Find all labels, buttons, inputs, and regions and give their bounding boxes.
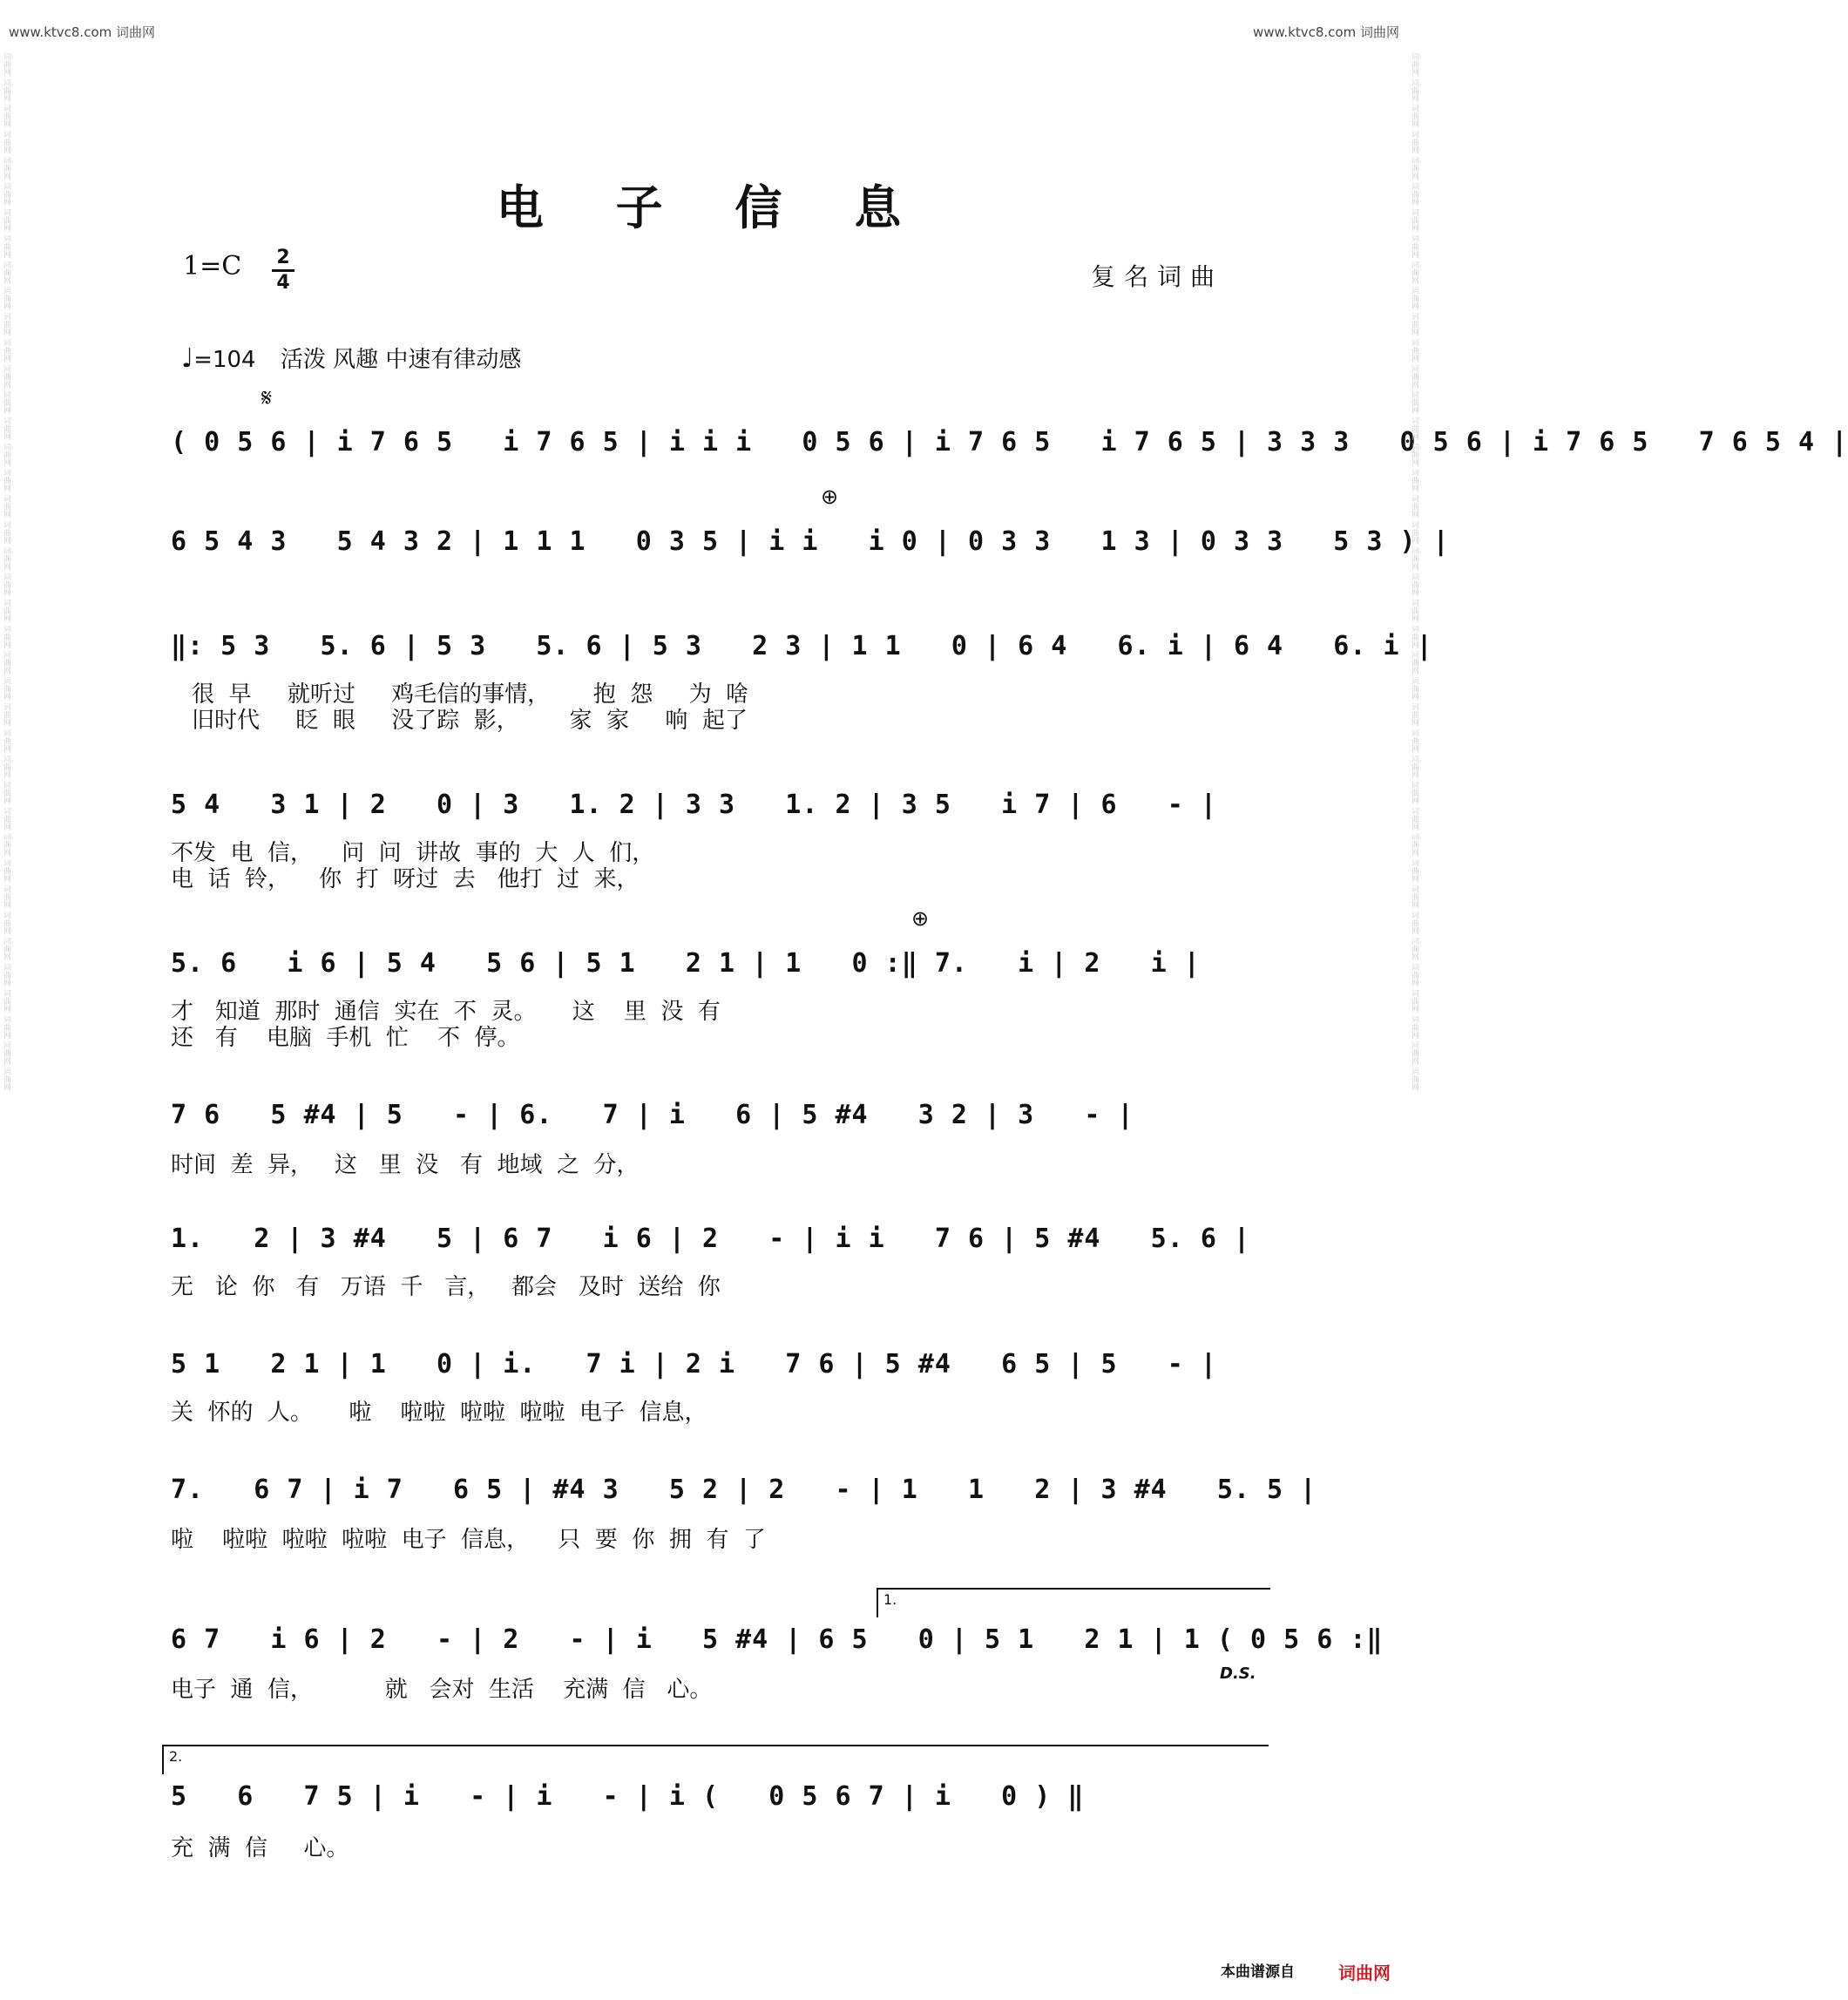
notation-line-2: 6 5 4 3 5 4 3 2 | 1 1 1 0 3 5 | i i i 0 | 0 3 3 1 3 | 0 3 3 5 3 ) | <box>171 526 1450 557</box>
notation-line-8: 5 1 2 1 | 1 0 | i. 7 i | 2 i 7 6 | 5 #4 6 5 | 5 - | <box>171 1349 1217 1380</box>
segno-icon: 𝄋 <box>261 383 273 412</box>
composer-credit: 复名词曲 <box>1090 262 1223 291</box>
footer-source-label: 本曲谱源自 <box>1221 1963 1295 1981</box>
second-ending-bracket <box>162 1745 1269 1774</box>
notation-line-4: 5 4 3 1 | 2 0 | 3 1. 2 | 3 3 1. 2 | 3 5 i 7 | 6 - | <box>171 790 1217 820</box>
header-left-site: www.ktvc8.com 词曲网 <box>9 24 156 40</box>
notation-line-3: ‖: 5 3 5. 6 | 5 3 5. 6 | 5 3 2 3 | 1 1 0 | 6 4 6. i | 6 4 6. i | <box>171 631 1433 661</box>
right-margin-watermark: 词曲网 词曲网 词曲网 词曲网 词曲网 词曲网 词曲网 词曲网 词曲网 词曲网 词曲网 词曲网 词曲网 词曲网 词曲网 词曲网 词曲网 词曲网 词曲网 词曲网 词曲网 词曲网 词曲网 词曲网 词曲网 词曲网 词曲网 词曲网 词曲网 词曲网 词曲网 词曲网 词曲网 词曲网 词曲网 词曲网 词曲网 词曲网 词曲网 词曲网 <box>1410 52 1418 1091</box>
notation-line-5: 5. 6 i 6 | 5 4 5 6 | 5 1 2 1 | 1 0 :‖ 7. i | 2 i | <box>171 948 1201 979</box>
coda-icon: ⊕ <box>821 485 839 509</box>
lyric-line-8-verse-1: 关 怀的 人。 啦 啦啦 啦啦 啦啦 电子 信息， <box>171 1400 707 1426</box>
lyric-line-4-verse-1: 不发 电 信， 问 问 讲故 事的 大 人 们， <box>171 840 655 866</box>
header-right-site: www.ktvc8.com 词曲网 <box>1252 24 1399 40</box>
notation-line-10: 6 7 i 6 | 2 - | 2 - | i 5 #4 | 6 5 0 | 5 1 2 1 | 1 ( 0 5 6 :‖ <box>171 1624 1384 1655</box>
lyric-line-3-verse-2: 旧时代 眨 眼 没了踪 影， 家 家 响 起了 <box>192 708 748 734</box>
lyric-line-9-verse-1: 啦 啦啦 啦啦 啦啦 电子 信息， 只 要 你 拥 有 了 <box>171 1527 766 1553</box>
tempo-value: =104 <box>193 347 256 373</box>
time-signature-top: 2 <box>276 247 290 268</box>
dal-segno-mark: D.S. <box>1220 1664 1256 1683</box>
notation-line-7: 1. 2 | 3 #4 5 | 6 7 i 6 | 2 - | i i 7 6 | 5 #4 5. 6 | <box>171 1224 1250 1254</box>
lyric-line-5-verse-1: 才 知道 那时 通信 实在 不 灵。 这 里 没 有 <box>171 999 721 1025</box>
time-signature-bottom: 4 <box>276 272 290 294</box>
key-signature: 1=C <box>183 251 242 281</box>
lyric-line-4-verse-2: 电 话 铃， 你 打 呀过 去 他打 过 来， <box>171 866 640 892</box>
lyric-line-11-verse-1: 充 满 信 心。 <box>171 1835 349 1861</box>
first-ending-label: 1. <box>883 1591 897 1608</box>
song-title: 电 子 信 息 <box>496 180 930 236</box>
time-signature <box>272 247 294 294</box>
lyric-line-3-verse-1: 很 早 就听过 鸡毛信的事情， 抱 怨 为 啥 <box>192 681 749 708</box>
coda-icon: ⊕ <box>911 906 930 931</box>
first-ending-bracket <box>877 1588 1270 1617</box>
lyric-line-10-verse-1: 电子 通 信， 就 会对 生活 充满 信 心。 <box>171 1677 713 1703</box>
second-ending-label: 2. <box>169 1748 183 1765</box>
quarter-note-icon: ♩ <box>181 343 194 374</box>
footer-site-link[interactable]: 词曲网 <box>1338 1963 1391 1983</box>
lyric-line-5-verse-2: 还 有 电脑 手机 忙 不 停。 <box>171 1025 520 1051</box>
notation-line-1: ( 0 5 6 | i 7 6 5 i 7 6 5 | i i i 0 5 6 | i 7 6 5 i 7 6 5 | 3 3 3 0 5 6 | i 7 6 5 7 6 5 4 | <box>171 427 1848 458</box>
notation-line-9: 7. 6 7 | i 7 6 5 | #4 3 5 2 | 2 - | 1 1 2 | 3 #4 5. 5 | <box>171 1475 1317 1505</box>
tempo-marking <box>181 342 521 374</box>
lyric-line-6-verse-1: 时间 差 异， 这 里 没 有 地域 之 分， <box>171 1152 640 1178</box>
left-margin-watermark: 词曲网 词曲网 词曲网 词曲网 词曲网 词曲网 词曲网 词曲网 词曲网 词曲网 词曲网 词曲网 词曲网 词曲网 词曲网 词曲网 词曲网 词曲网 词曲网 词曲网 词曲网 词曲网 词曲网 词曲网 词曲网 词曲网 词曲网 词曲网 词曲网 词曲网 词曲网 词曲网 词曲网 词曲网 词曲网 词曲网 词曲网 词曲网 词曲网 词曲网 <box>2 52 10 1091</box>
notation-line-6: 7 6 5 #4 | 5 - | 6. 7 | i 6 | 5 #4 3 2 | 3 - | <box>171 1100 1134 1130</box>
notation-line-11: 5 6 7 5 | i - | i - | i ( 0 5 6 7 | i 0 ) ‖ <box>171 1781 1085 1812</box>
lyric-line-7-verse-1: 无 论 你 有 万语 千 言， 都会 及时 送给 你 <box>171 1274 721 1300</box>
tempo-expression: 活泼 风趣 中速有律动感 <box>280 347 522 373</box>
